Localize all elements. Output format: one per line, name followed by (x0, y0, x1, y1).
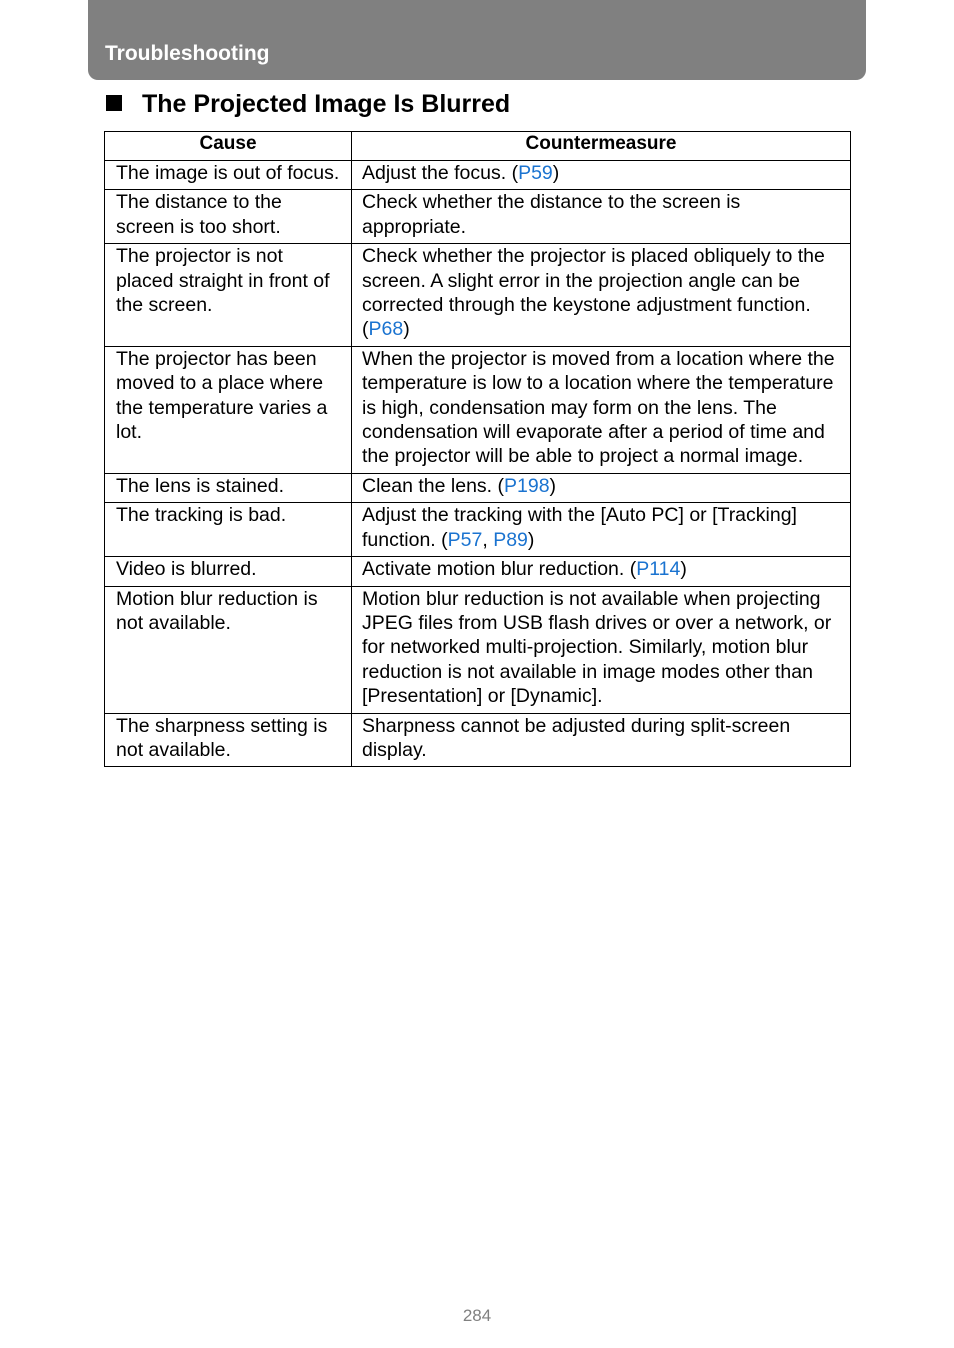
cause-cell: The lens is stained. (105, 473, 352, 502)
cause-cell: Motion blur reduction is not available. (105, 586, 352, 713)
table-row (105, 161, 851, 190)
column-header-cause: Cause (105, 132, 352, 161)
countermeasure-cell (352, 557, 851, 586)
page-reference-link[interactable]: P57 (447, 528, 483, 551)
header-bar (88, 0, 866, 80)
table-row (105, 713, 851, 767)
table-row (105, 346, 851, 473)
table-header-row (105, 132, 851, 161)
header-title: Troubleshooting (105, 42, 270, 65)
table-row (105, 503, 851, 557)
countermeasure-text-end: ) (552, 162, 560, 184)
countermeasure-cell (352, 473, 851, 502)
countermeasure-text-end: ) (403, 318, 410, 341)
countermeasure-text: Activate motion blur reduction. ( (362, 558, 637, 581)
countermeasure-text: Check whether the distance to the screen is appropriate. (362, 191, 741, 238)
cause-cell: The distance to the screen is too short. (105, 190, 352, 244)
page-reference-link[interactable]: P59 (518, 162, 553, 184)
cause-cell: The sharpness setting is not available. (105, 713, 352, 767)
page-reference-link[interactable]: P68 (368, 318, 404, 341)
countermeasure-text: Adjust the focus. ( (362, 162, 519, 184)
link-separator: , (482, 528, 494, 551)
cause-cell: The tracking is bad. (105, 503, 352, 557)
page-number: 284 (462, 1306, 492, 1325)
countermeasure-cell (352, 346, 851, 473)
countermeasure-cell (352, 190, 851, 244)
countermeasure-text: When the projector is moved from a location where the temperature is low to a location where the temperature is high, condensation may form on the lens. The condensation will evaporate after a period of time and the projector will be able to project a normal image. (362, 347, 835, 468)
table-row (105, 190, 851, 244)
countermeasure-cell (352, 244, 851, 347)
countermeasure-text: Check whether the projector is placed obliquely to the screen. A slight error in the projection angle can be corrected through the keystone adjustment function. ( (362, 245, 825, 341)
page-reference-link[interactable]: P89 (493, 528, 528, 551)
countermeasure-text-end: ) (549, 474, 557, 497)
countermeasure-cell (352, 161, 851, 190)
section-title: The Projected Image Is Blurred (142, 90, 511, 118)
column-header-countermeasure: Countermeasure (352, 132, 851, 161)
countermeasure-text: Clean the lens. ( (362, 474, 504, 497)
table-row (105, 473, 851, 502)
countermeasure-text: Adjust the tracking with the [Auto PC] or [Tracking] function. ( (362, 504, 797, 551)
table-row (105, 557, 851, 586)
countermeasure-text: Motion blur reduction is not available when projecting JPEG files from USB flash drives or over a network, or for networked multi-projection. Similarly, motion blur reduction is not available in image modes other than [Presentation] or [Dynamic]. (362, 587, 832, 708)
troubleshooting-table (104, 131, 851, 767)
countermeasure-cell (352, 713, 851, 767)
table-row (105, 244, 851, 347)
countermeasure-cell (352, 503, 851, 557)
square-bullet-icon (106, 95, 122, 111)
countermeasure-text: Sharpness cannot be adjusted during split-screen display. (362, 714, 791, 761)
cause-cell: The projector is not placed straight in front of the screen. (105, 244, 352, 347)
table-row (105, 586, 851, 713)
cause-cell: The projector has been moved to a place where the temperature varies a lot. (105, 346, 352, 473)
page-reference-link[interactable]: P198 (504, 474, 550, 497)
table-body (105, 161, 851, 767)
cause-cell: Video is blurred. (105, 557, 352, 586)
section-heading (106, 88, 510, 120)
countermeasure-text-end: ) (527, 528, 535, 551)
countermeasure-cell (352, 586, 851, 713)
cause-cell: The image is out of focus. (105, 161, 352, 190)
page-reference-link[interactable]: P114 (636, 558, 681, 581)
countermeasure-text-end: ) (680, 558, 687, 581)
